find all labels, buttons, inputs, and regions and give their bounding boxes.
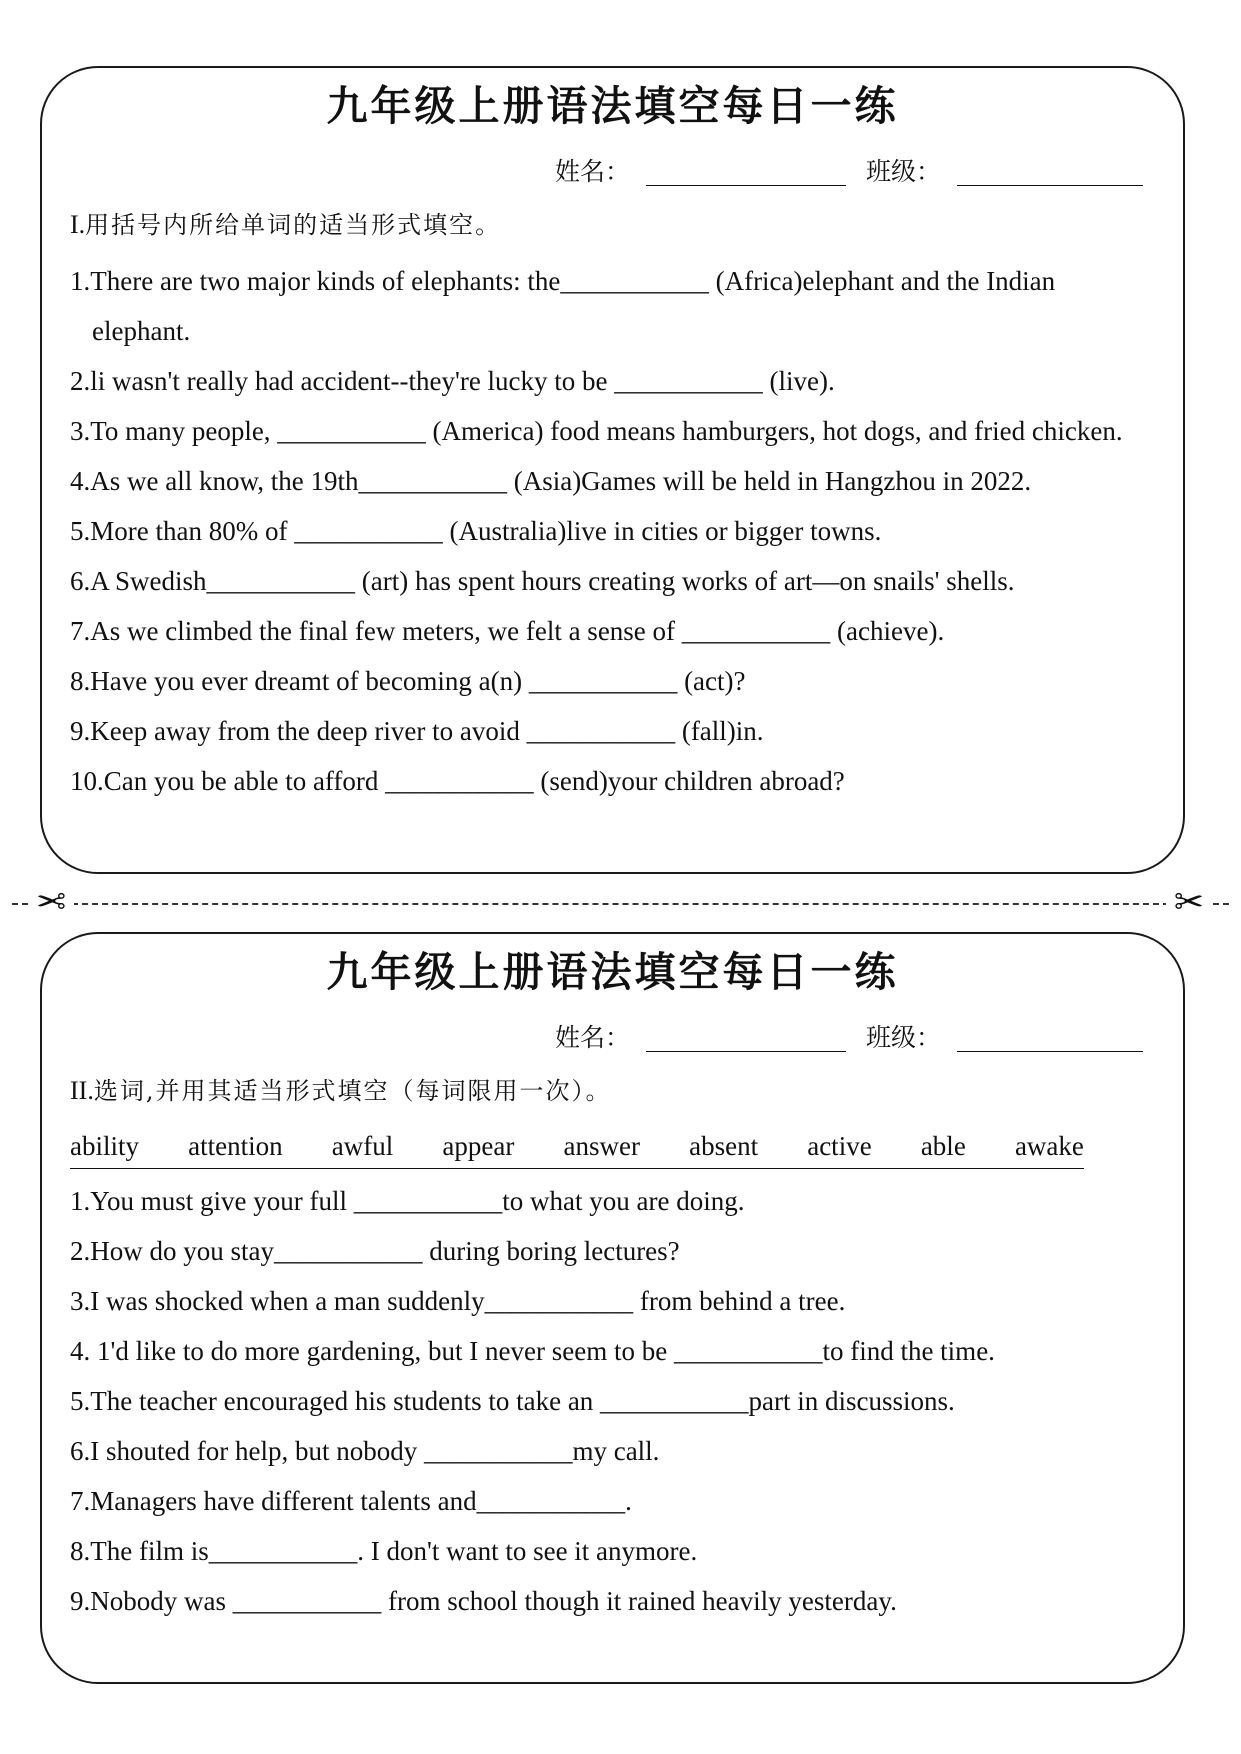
question-item: 2.How do you stay___________ during boring lectures? (70, 1236, 680, 1266)
worksheet-title: 九年级上册语法填空每日一练 (326, 948, 899, 996)
question-item: 2.li wasn't really had accident--they're lucky to be ___________ (live). (70, 366, 835, 396)
question-item: 8.The film is___________. I don't want to see it anymore. (70, 1536, 698, 1566)
word-bank-item: absent (689, 1131, 759, 1161)
question-item: 3.To many people, ___________ (America) food means hamburgers, hot dogs, and fried chicken. (70, 416, 1123, 446)
question-item: 8.Have you ever dreamt of becoming a(n) ___________ (act)? (70, 666, 746, 696)
class-label: 班级： (865, 157, 941, 186)
word-bank-item: answer (563, 1131, 640, 1161)
word-bank-item: awful (331, 1131, 394, 1161)
word-bank-item: attention (188, 1131, 283, 1161)
question-list (70, 1176, 1153, 1626)
name-label: 姓名： (554, 1023, 630, 1052)
question-item: 1.There are two major kinds of elephants: the___________ (Africa)elephant and the Indian elephant. (70, 266, 1056, 346)
question-item: 6.A Swedish___________ (art) has spent hours creating works of art—on snails' shells. (70, 566, 1015, 596)
question-item: 5.More than 80% of ___________ (Australia)live in cities or bigger towns. (70, 516, 882, 546)
class-label: 班级： (865, 1023, 941, 1052)
worksheet-title: 九年级上册语法填空每日一练 (326, 82, 899, 130)
instruction-number: II. (70, 1076, 94, 1105)
instruction (70, 1071, 611, 1111)
question-item: 9.Nobody was ___________ from school though it rained heavily yesterday. (70, 1586, 897, 1616)
question-item: 1.You must give your full ___________to what you are doing. (70, 1186, 745, 1216)
question-item: 7.As we climbed the final few meters, we felt a sense of ___________ (achieve). (70, 616, 945, 646)
question-item: 4. 1'd like to do more gardening, but I never seem to be ___________to find the time. (70, 1336, 995, 1366)
name-blank[interactable] (646, 1021, 846, 1052)
name-blank[interactable] (646, 155, 846, 186)
instruction (70, 205, 501, 245)
word-bank-item: able (920, 1131, 966, 1161)
question-item: 10.Can you be able to afford ___________ (send)your children abroad? (70, 766, 845, 796)
question-item: 3.I was shocked when a man suddenly___________ from behind a tree. (70, 1286, 846, 1316)
question-item: 5.The teacher encouraged his students to take an ___________part in discussions. (70, 1386, 955, 1416)
word-bank-item: awake (1014, 1131, 1084, 1161)
word-bank (70, 1124, 1084, 1169)
name-label: 姓名： (554, 157, 630, 186)
instruction-text: 选词,并用其适当形式填空（每词限用一次）。 (93, 1077, 612, 1105)
question-item: 6.I shouted for help, but nobody ___________my call. (70, 1436, 660, 1466)
worksheet-card-1 (40, 66, 1185, 874)
question-list (70, 256, 1153, 806)
question-item: 7.Managers have different talents and___________. (70, 1486, 632, 1516)
instruction-text: 用括号内所给单词的适当形式填空。 (85, 211, 502, 239)
class-blank[interactable] (957, 155, 1143, 186)
instruction-number: I. (70, 210, 86, 239)
question-item: 4.As we all know, the 19th___________ (Asia)Games will be held in Hangzhou in 2022. (70, 466, 1032, 496)
worksheet-card-2 (40, 932, 1185, 1684)
name-class-row (555, 1018, 1143, 1058)
word-bank-item: ability (70, 1131, 139, 1161)
name-class-row (555, 152, 1143, 192)
word-bank-item: appear (442, 1131, 515, 1161)
class-blank[interactable] (957, 1021, 1143, 1052)
cut-line (12, 903, 1229, 905)
question-item: 9.Keep away from the deep river to avoid ___________ (fall)in. (70, 716, 764, 746)
word-bank-item: active (807, 1131, 872, 1161)
scissors-icon: ✂ (1166, 884, 1212, 922)
scissors-icon: ✂ (28, 884, 74, 922)
